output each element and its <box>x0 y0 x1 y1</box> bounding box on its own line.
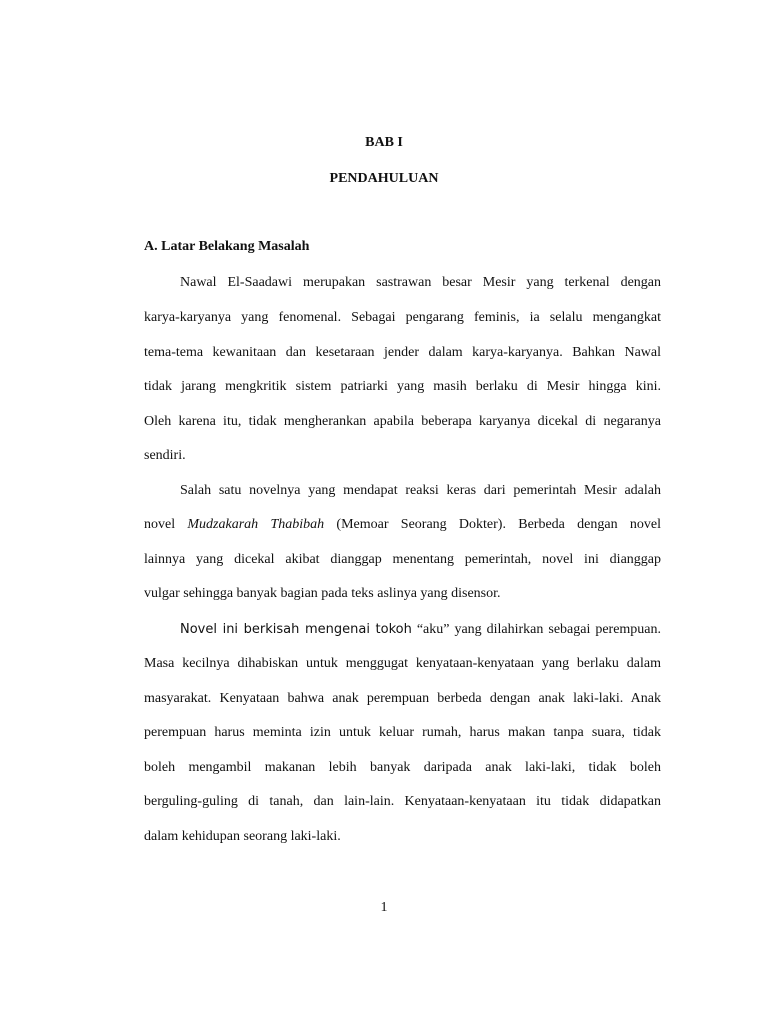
page-number: 1 <box>380 900 388 915</box>
paragraph-line: Salah satu novelnya yang mendapat reaksi keras dari pemerintah Mesir adalah <box>180 483 661 498</box>
paragraph-line <box>180 620 661 640</box>
paragraph-line: masyarakat. Kenyataan bahwa anak perempuan berbeda dengan anak laki-laki. Anak <box>144 691 661 706</box>
novel-title: Mudzakarah Thabibah <box>187 517 325 532</box>
paragraph-line: tema-tema kewanitaan dan kesetaraan jender dalam karya-karyanya. Bahkan Nawal <box>144 345 661 360</box>
paragraph-line: sendiri. <box>144 448 186 463</box>
paragraph-text: Novel ini berkisah mengenai tokoh <box>180 622 412 637</box>
paragraph-text: “aku” yang dilahirkan sebagai perempuan. <box>416 622 661 637</box>
paragraph-line <box>144 515 661 535</box>
paragraph-line: Masa kecilnya dihabiskan untuk menggugat kenyataan-kenyataan yang berlaku dalam <box>144 656 661 671</box>
chapter-title: PENDAHULUAN <box>329 171 439 186</box>
paragraph-text: novel <box>144 517 176 532</box>
paragraph-line: Nawal El-Saadawi merupakan sastrawan besar Mesir yang terkenal dengan <box>180 275 661 290</box>
paragraph-text: (Memoar Seorang Dokter). Berbeda dengan novel <box>336 517 661 532</box>
paragraph-line: Oleh karena itu, tidak mengherankan apabila beberapa karyanya dicekal di negaranya <box>144 414 661 429</box>
paragraph-line: dalam kehidupan seorang laki-laki. <box>144 829 341 844</box>
paragraph-line: boleh mengambil makanan lebih banyak daripada anak laki-laki, tidak boleh <box>144 760 661 775</box>
chapter-label: BAB I <box>365 135 403 150</box>
section-title: A. Latar Belakang Masalah <box>144 239 310 254</box>
paragraph-line: vulgar sehingga banyak bagian pada teks aslinya yang disensor. <box>144 586 501 601</box>
paragraph-line: perempuan harus meminta izin untuk keluar rumah, harus makan tanpa suara, tidak <box>144 725 661 740</box>
paragraph-line: karya-karyanya yang fenomenal. Sebagai pengarang feminis, ia selalu mengangkat <box>144 310 661 325</box>
paragraph-line: tidak jarang mengkritik sistem patriarki yang masih berlaku di Mesir hingga kini. <box>144 379 661 394</box>
paragraph-line: lainnya yang dicekal akibat dianggap menentang pemerintah, novel ini dianggap <box>144 552 661 567</box>
paragraph-line: berguling-guling di tanah, dan lain-lain. Kenyataan-kenyataan itu tidak didapatkan <box>144 794 661 809</box>
